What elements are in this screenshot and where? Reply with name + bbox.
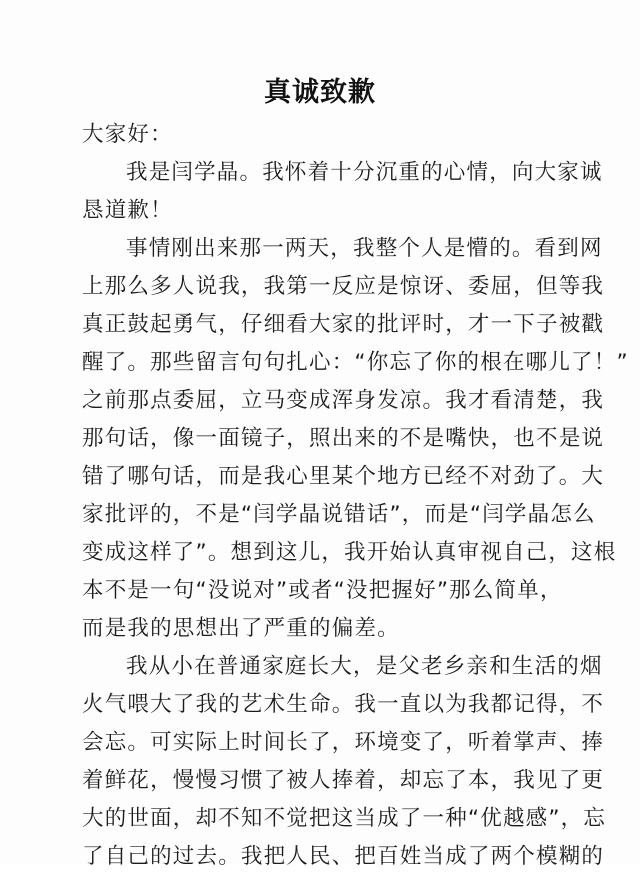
text-line: 那句话，像一面镜子，照出来的不是嘴快，也不是说: [82, 426, 605, 451]
text-line: 上那么多人说我，我第一反应是惊讶、委屈，但等我: [82, 274, 605, 299]
salutation: 大家好：: [82, 122, 173, 147]
text-line: 本不是一句“没说对”或者“没把握好”那么简单，: [82, 578, 563, 603]
text-line: 了自己的过去。我把人民、把百姓当成了两个模糊的: [82, 844, 605, 869]
paragraph-first-line: 我是闫学晶。我怀着十分沉重的心情，向大家诚: [126, 160, 603, 185]
text-line: 变成这样了”。想到这儿，我开始认真审视自己，这根: [82, 540, 617, 565]
text-line: 会忘。可实际上时间长了，环境变了，听着掌声、捧: [82, 730, 605, 755]
paragraph-first-line: 事情刚出来那一两天，我整个人是懵的。看到网: [126, 236, 603, 261]
text-line: 家批评的，不是“闫学晶说错话”，而是“闫学晶怎么: [82, 502, 596, 527]
document-body: [82, 116, 629, 876]
text-line: 之前那点委屈，立马变成浑身发凉。我才看清楚，我: [82, 388, 605, 413]
text-line: 火气喂大了我的艺术生命。我一直以为我都记得，不: [82, 692, 605, 717]
text-line: 恳道歉！: [82, 198, 173, 223]
text-line: 真正鼓起勇气，仔细看大家的批评时，才一下子被戳: [82, 312, 605, 337]
text-line: 着鲜花，慢慢习惯了被人捧着，却忘了本，我见了更: [82, 768, 605, 793]
text-line: 而是我的思想出了严重的偏差。: [82, 616, 400, 641]
document-title: 真诚致歉: [264, 77, 376, 108]
text-line: 错了哪句话，而是我心里某个地方已经不对劲了。大: [82, 464, 605, 489]
paragraph-first-line: 我从小在普通家庭长大，是父老乡亲和生活的烟: [126, 654, 603, 679]
text-line: 大的世面，却不知不觉把这当成了一种“优越感”，忘: [82, 806, 607, 831]
text-line: 醒了。那些留言句句扎心：“你忘了你的根在哪儿了！”: [82, 350, 629, 375]
